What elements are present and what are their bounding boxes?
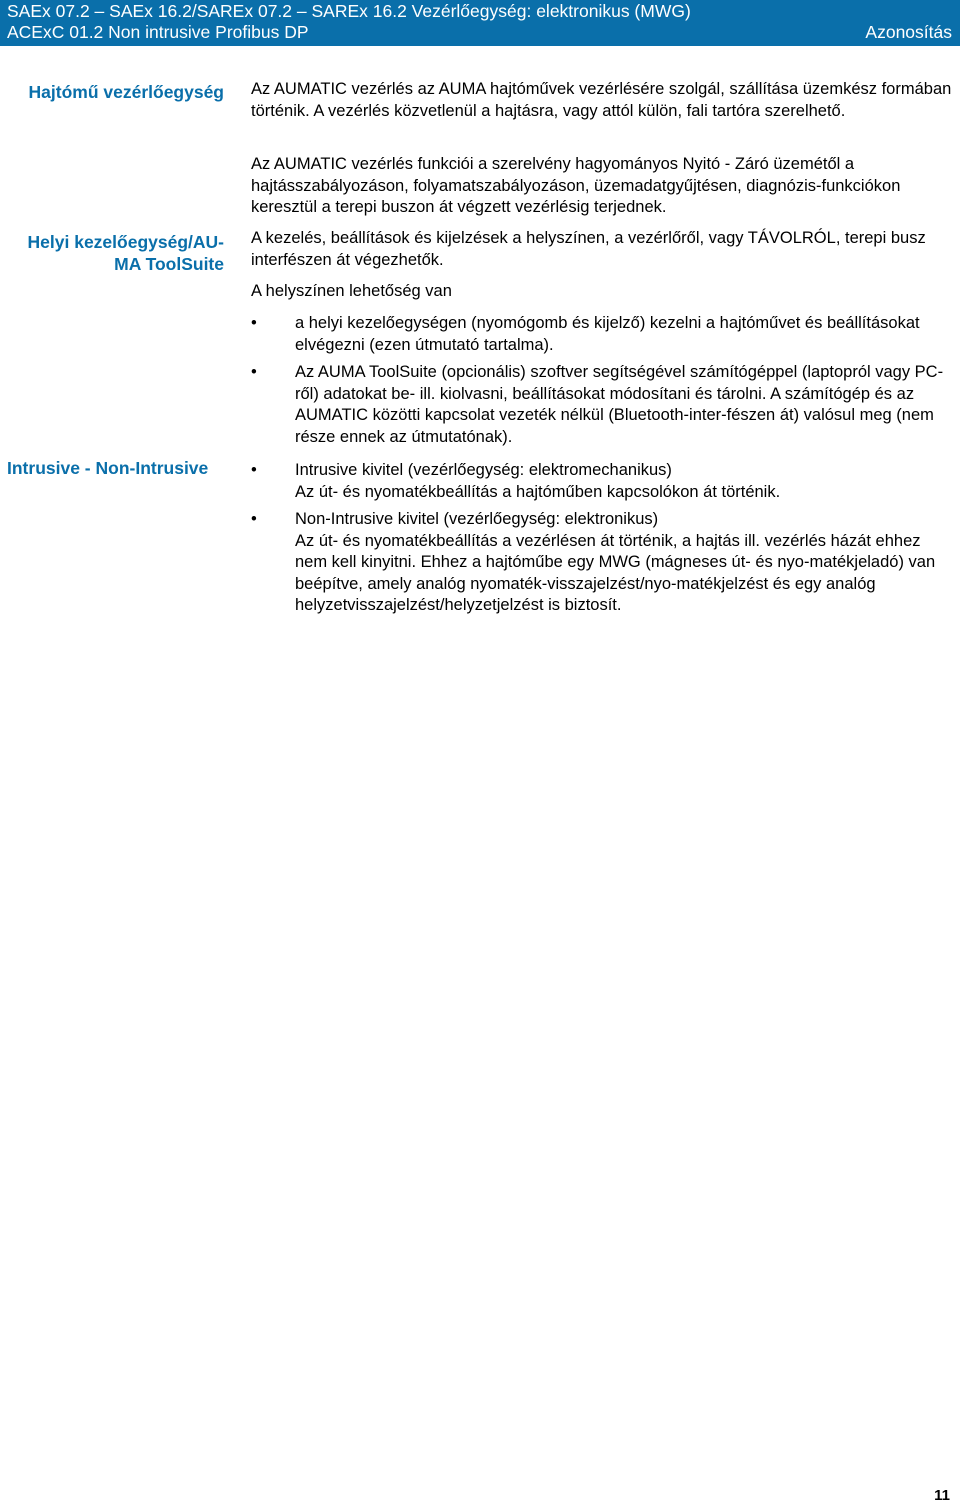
header-section-title: Azonosítás: [865, 22, 952, 42]
bullet-icon: •: [251, 363, 257, 381]
header-product-line: SAEx 07.2 – SAEx 16.2/SAREx 07.2 – SAREx 16.2 Vezérlőegység: elektronikus (MWG): [7, 1, 691, 21]
paragraph-operation: A kezelés, beállítások és kijelzések a helyszínen, a vezérlőről, vagy TÁVOLRÓL, terepi busz interfészen át végezhetők.: [251, 229, 926, 269]
paragraph-intro: Az AUMATIC vezérlés az AUMA hajtóművek vezérlésére szolgál, szállítása üzemkész formában történik. A vezérlés közvetlenül a hajtásra, vagy attól külön, fali tartóra szerelhető.: [251, 80, 952, 120]
sidebar-heading-control-unit: Hajtómű vezérlőegység: [28, 82, 224, 102]
paragraph-functions: Az AUMATIC vezérlés funkciói a szerelvény hagyományos Nyitó - Záró üzemétől a hajtásszabályozáson, folyamatszabályozáson, üzemadatgyűjtésen, diagnózis-funkciókon keresztül a terepi buszon át végzett vezérlésig terjednek.: [251, 155, 901, 216]
sidebar-heading-local-controls: [28, 231, 224, 275]
sidebar-heading-local-controls-line1: Helyi kezelőegység/AU-: [27, 232, 224, 252]
bullet-icon: •: [251, 314, 257, 332]
bullet-icon: •: [251, 461, 257, 479]
page-header: [0, 0, 960, 46]
list-item-text: Non-Intrusive kivitel (vezérlőegység: elektronikus) Az út- és nyomatékbeállítás a vezérlésen át történik, a hajtás ill. vezérlés házát ehhez nem kell kinyitni. Ehhez a hajtóműbe egy MWG (mágneses út- és nyo-matékjeladó) van beépítve, amely analóg nyomaték-visszajelzést/nyo-matékjelzést és egy analóg helyzetvisszajelzést/helyzetjelzést is biztosít.: [295, 510, 936, 614]
sidebar-heading-intrusive: Intrusive - Non-Intrusive: [7, 458, 209, 478]
list-item-text: Intrusive kivitel (vezérlőegység: elektromechanikus) Az út- és nyomatékbeállítás a hajtóműben kapcsolókon át történik.: [295, 461, 781, 501]
paragraph-local-options: A helyszínen lehetőség van: [251, 282, 452, 300]
list-item-text: a helyi kezelőegységen (nyomógomb és kijelző) kezelni a hajtóművet és beállításokat elvégezni (ezen útmutató tartalma).: [295, 314, 920, 354]
sidebar-heading-local-controls-line2: MA ToolSuite: [114, 254, 224, 274]
list-item-text: Az AUMA ToolSuite (opcionális) szoftver segítségével számítógéppel (laptopról vagy PC-ről) adatokat be- ill. kiolvasni, beállításokat módosítani és tárolni. A számítógép és az AUMATIC közötti kapcsolat vezeték nélkül (Bluetooth-inter-fészen át) valósul meg (nem része ennek az útmutatónak).: [295, 363, 944, 446]
bullet-icon: •: [251, 510, 257, 528]
page-number: 11: [934, 1487, 950, 1504]
header-controls-line: ACExC 01.2 Non intrusive Profibus DP: [7, 22, 309, 42]
